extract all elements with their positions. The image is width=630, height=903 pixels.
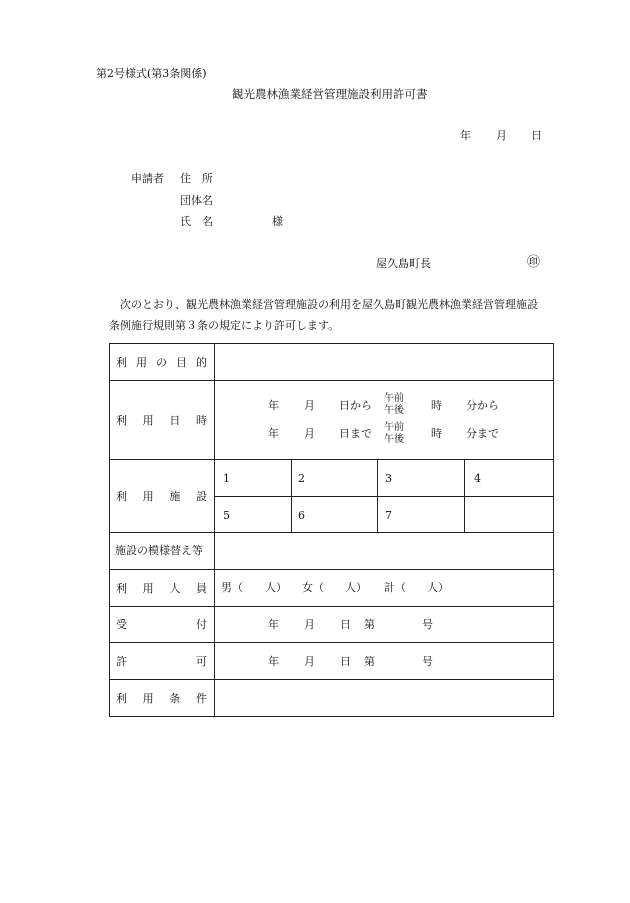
facility-item-4[interactable]: 4 <box>474 472 481 485</box>
total-count-label: 計（ <box>384 581 406 594</box>
facility-item-1[interactable]: 1 <box>223 472 230 485</box>
reception-number-suffix: 号 <box>422 618 433 631</box>
permission-number-prefix: 第 <box>364 655 375 668</box>
applicant-address-label: 住 所 <box>180 172 213 185</box>
persons-label: 利 用 人 員 <box>116 581 207 595</box>
conditions-label: 利 用 条 件 <box>116 691 207 705</box>
reception-day-unit: 日 <box>340 618 351 631</box>
to-year-unit: 年 <box>268 427 279 440</box>
to-minute-unit: 分まで <box>466 427 499 440</box>
applicant-group-label: 団体名 <box>180 194 213 207</box>
permission-number-suffix: 号 <box>422 655 433 668</box>
purpose-label: 利 用 の 目 的 <box>116 355 207 369</box>
form-number: 第2号様式(第3条関係) <box>96 67 207 80</box>
permission-label: 許 可 <box>116 654 207 668</box>
date-month: 月 <box>496 129 507 142</box>
facility-column-divider <box>464 459 465 532</box>
facility-column-divider <box>291 459 292 532</box>
from-day-unit: 日から <box>339 399 372 412</box>
to-month-unit: 月 <box>304 427 315 440</box>
body-text-line1: 次のとおり、観光農林漁業経営管理施設の利用を屋久島町観光農林漁業経営管理施設 <box>120 298 538 311</box>
from-month-unit: 月 <box>304 399 315 412</box>
layout-change-field[interactable] <box>215 533 551 568</box>
to-hour-unit: 時 <box>431 427 442 440</box>
facility-item-7[interactable]: 7 <box>385 509 392 522</box>
applicant-name-label: 氏 名 <box>180 215 213 228</box>
reception-label: 受 付 <box>116 618 207 631</box>
to-pm[interactable]: 午後 <box>384 434 404 445</box>
issuer-seal: ㊞ <box>527 255 541 270</box>
reception-year-unit: 年 <box>268 618 279 631</box>
from-am[interactable]: 午前 <box>384 393 404 404</box>
male-count-unit: 人） <box>265 581 287 594</box>
permit-table <box>109 343 553 716</box>
body-text-line2: 条例施行規則第３条の規定により許可します。 <box>109 319 340 332</box>
from-year-unit: 年 <box>268 399 279 412</box>
from-pm[interactable]: 午後 <box>384 405 404 416</box>
facilities-label: 利 用 施 設 <box>116 489 207 503</box>
permission-day-unit: 日 <box>340 655 351 668</box>
facility-item-6[interactable]: 6 <box>298 509 305 522</box>
date-day: 日 <box>531 129 542 142</box>
permission-year-unit: 年 <box>268 655 279 668</box>
from-minute-unit: 分から <box>466 399 499 412</box>
date-year: 年 <box>460 129 471 142</box>
to-am[interactable]: 午前 <box>384 422 404 433</box>
male-count-label: 男（ <box>221 581 243 594</box>
facility-item-5[interactable]: 5 <box>223 509 230 522</box>
purpose-field[interactable] <box>215 344 551 379</box>
datetime-label: 利 用 日 時 <box>116 413 207 427</box>
conditions-field[interactable] <box>215 680 551 715</box>
facility-column-divider <box>377 459 378 532</box>
layout-change-label: 施設の模様替え等 <box>115 544 203 557</box>
reception-number-prefix: 第 <box>364 618 375 631</box>
facility-item-2[interactable]: 2 <box>298 472 305 485</box>
female-count-label: 女（ <box>302 581 324 594</box>
applicant-honorific: 様 <box>272 215 283 228</box>
facility-item-3[interactable]: 3 <box>385 472 392 485</box>
from-hour-unit: 時 <box>431 399 442 412</box>
female-count-unit: 人） <box>345 581 367 594</box>
document-title: 観光農林漁業経営管理施設利用許可書 <box>232 87 428 101</box>
reception-month-unit: 月 <box>304 618 315 631</box>
table-divider <box>214 496 553 497</box>
issuer-name: 屋久島町長 <box>376 257 431 270</box>
permission-month-unit: 月 <box>304 655 315 668</box>
label-column-divider <box>214 343 215 716</box>
to-day-unit: 日まで <box>339 427 372 440</box>
applicant-label: 申請者 <box>131 172 164 185</box>
total-count-unit: 人） <box>427 581 449 594</box>
